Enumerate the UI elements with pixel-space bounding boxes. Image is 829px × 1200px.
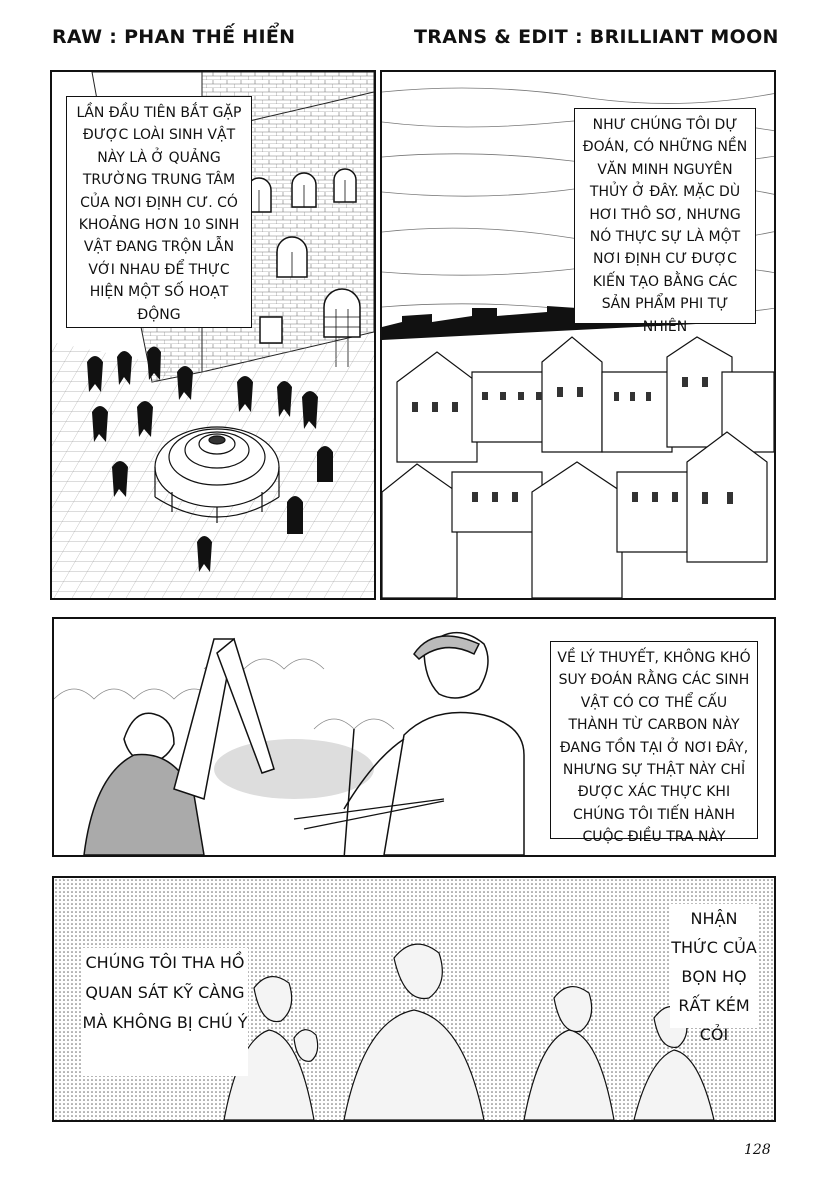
page-number: 128 (744, 1142, 771, 1158)
credit-translation: TRANS & EDIT : BRILLIANT MOON (414, 26, 779, 48)
credit-raw: RAW : PHAN THẾ HIỂN (52, 26, 296, 48)
caption-box: CHÚNG TÔI THA HỒ QUAN SÁT KỸ CÀNG MÀ KHÔNG BỊ CHÚ Ý (82, 948, 248, 1076)
panel-crowd (52, 876, 776, 1122)
panel-figures (52, 617, 776, 857)
caption-box: NHẬN THỨC CỦA BỌN HỌ RẤT KÉM CỎI (670, 904, 758, 1028)
panel-plaza (50, 70, 376, 600)
caption-box: LẦN ĐẦU TIÊN BẮT GẶP ĐƯỢC LOÀI SINH VẬT NÀY LÀ Ở QUẢNG TRƯỜNG TRUNG TÂM CỦA NƠI ĐỊNH CƯ. CÓ KHOẢNG HƠN 10 SINH VẬT ĐANG TRỘN LẪN VỚI NHAU ĐỂ THỰC HIỆN MỘT SỐ HOẠT ĐỘNG (66, 96, 252, 328)
panel-city (380, 70, 776, 600)
caption-box: NHƯ CHÚNG TÔI DỰ ĐOÁN, CÓ NHỮNG NỀN VĂN MINH NGUYÊN THỦY Ở ĐÂY. MẶC DÙ HƠI THÔ SƠ, NHƯNG NÓ THỰC SỰ LÀ MỘT NƠI ĐỊNH CƯ ĐƯỢC KIẾN TẠO BẰNG CÁC SẢN PHẨM PHI TỰ NHIÊN (574, 108, 756, 324)
caption-box: VỀ LÝ THUYẾT, KHÔNG KHÓ SUY ĐOÁN RẰNG CÁC SINH VẬT CÓ CƠ THỂ CẤU THÀNH TỪ CARBON NÀY ĐANG TỒN TẠI Ở NƠI ĐÂY, NHƯNG SỰ THẬT NÀY CHỈ ĐƯỢC XÁC THỰC KHI CHÚNG TÔI TIẾN HÀNH CUỘC ĐIỀU TRA NÀY (550, 641, 758, 839)
